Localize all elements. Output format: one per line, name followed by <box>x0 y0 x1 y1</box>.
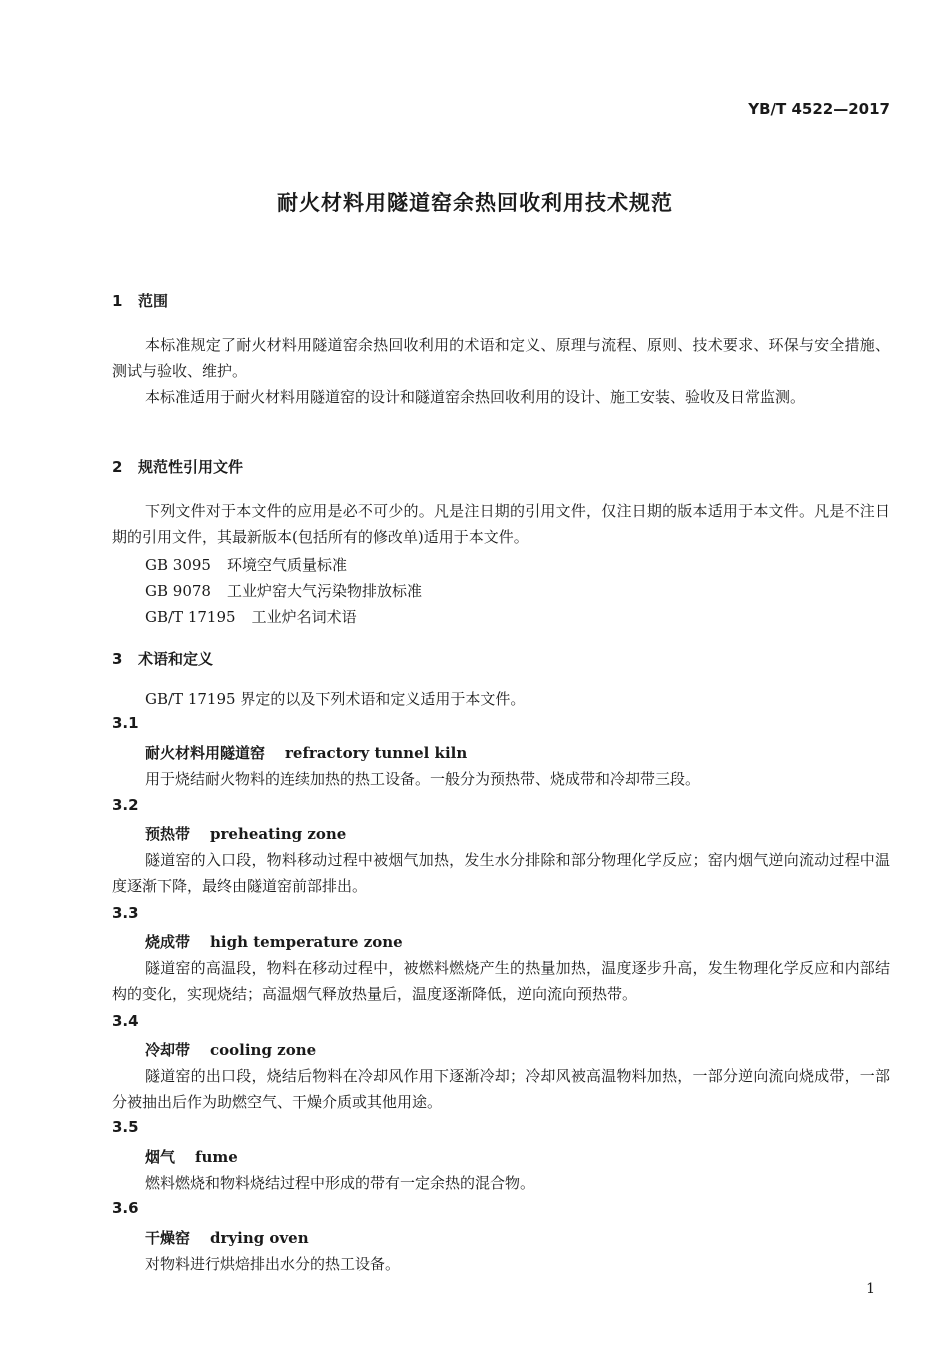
terms-intro: GB/T 17195 界定的以及下列术语和定义适用于本文件。 <box>145 690 526 708</box>
reference-code: GB/T 17195 <box>145 608 236 626</box>
standard-number: YB/T 4522—2017 <box>748 100 890 118</box>
references-intro: 下列文件对于本文件的应用是必不可少的。凡是注日期的引用文件，仅注日期的版本适用于本文件。凡是不注日期的引用文件，其最新版本(包括所有的修改单)适用于本文件。 <box>112 502 890 546</box>
term-title <box>145 931 403 952</box>
term-zh: 预热带 <box>145 825 191 843</box>
section-number: 1 <box>112 292 123 310</box>
term-zh: 冷却带 <box>145 1041 191 1059</box>
scope-paragraph-1: 本标准规定了耐火材料用隧道窑余热回收利用的术语和定义、原理与流程、原则、技术要求、环保与安全措施、测试与验收、维护。 <box>112 336 890 380</box>
reference-item <box>145 554 347 575</box>
term-en: refractory tunnel kiln <box>285 744 468 762</box>
term-title <box>145 742 467 763</box>
reference-item <box>145 606 357 627</box>
term-number: 3.3 <box>112 904 139 922</box>
term-title <box>145 1227 309 1248</box>
term-definition: 隧道窑的入口段，物料移动过程中被烟气加热，发生水分排除和部分物理化学反应；窑内烟气逆向流动过程中温度逐渐下降，最终由隧道窑前部排出。 <box>112 851 890 895</box>
term-en: preheating zone <box>210 825 347 843</box>
term-number: 3.4 <box>112 1012 139 1030</box>
term-definition: 隧道窑的出口段，烧结后物料在冷却风作用下逐渐冷却；冷却风被高温物料加热，一部分逆向流向烧成带，一部分被抽出后作为助燃空气、干燥介质或其他用途。 <box>112 1067 890 1111</box>
section-title: 范围 <box>138 292 169 310</box>
term-en: cooling zone <box>210 1041 317 1059</box>
term-definition: 隧道窑的高温段，物料在移动过程中，被燃料燃烧产生的热量加热，温度逐步升高，发生物理化学反应和内部结构的变化，实现烧结；高温烟气释放热量后，温度逐渐降低，逆向流向预热带。 <box>112 959 890 1003</box>
term-definition: 用于烧结耐火物料的连续加热的热工设备。一般分为预热带、烧成带和冷却带三段。 <box>145 770 701 788</box>
reference-item <box>145 580 422 601</box>
reference-code: GB 9078 <box>145 582 211 600</box>
term-number: 3.5 <box>112 1118 139 1136</box>
page-number: 1 <box>866 1281 875 1297</box>
term-number: 3.2 <box>112 796 139 814</box>
reference-name: 工业炉窑大气污染物排放标准 <box>226 582 422 600</box>
term-number: 3.1 <box>112 714 139 732</box>
section-heading-scope <box>112 290 168 311</box>
reference-code: GB 3095 <box>145 556 211 574</box>
term-title <box>145 1146 238 1167</box>
term-zh: 烟气 <box>145 1148 176 1166</box>
term-title <box>145 823 346 844</box>
term-en: drying oven <box>210 1229 309 1247</box>
section-number: 3 <box>112 650 123 668</box>
section-heading-references <box>112 456 243 477</box>
document-title: 耐火材料用隧道窑余热回收利用技术规范 <box>277 191 673 215</box>
term-en: high temperature zone <box>210 933 403 951</box>
term-zh: 烧成带 <box>145 933 191 951</box>
section-heading-terms <box>112 648 213 669</box>
scope-paragraph-2: 本标准适用于耐火材料用隧道窑的设计和隧道窑余热回收利用的设计、施工安装、验收及日常监测。 <box>145 388 806 406</box>
term-number: 3.6 <box>112 1199 139 1217</box>
section-title: 术语和定义 <box>138 650 214 668</box>
term-title <box>145 1039 316 1060</box>
reference-name: 工业炉名词术语 <box>251 608 357 626</box>
term-zh: 干燥窑 <box>145 1229 191 1247</box>
reference-name: 环境空气质量标准 <box>226 556 347 574</box>
section-title: 规范性引用文件 <box>138 458 244 476</box>
term-definition: 对物料进行烘焙排出水分的热工设备。 <box>145 1255 401 1273</box>
term-en: fume <box>195 1148 238 1166</box>
term-definition: 燃料燃烧和物料烧结过程中形成的带有一定余热的混合物。 <box>145 1174 536 1192</box>
section-number: 2 <box>112 458 123 476</box>
term-zh: 耐火材料用隧道窑 <box>145 744 266 762</box>
